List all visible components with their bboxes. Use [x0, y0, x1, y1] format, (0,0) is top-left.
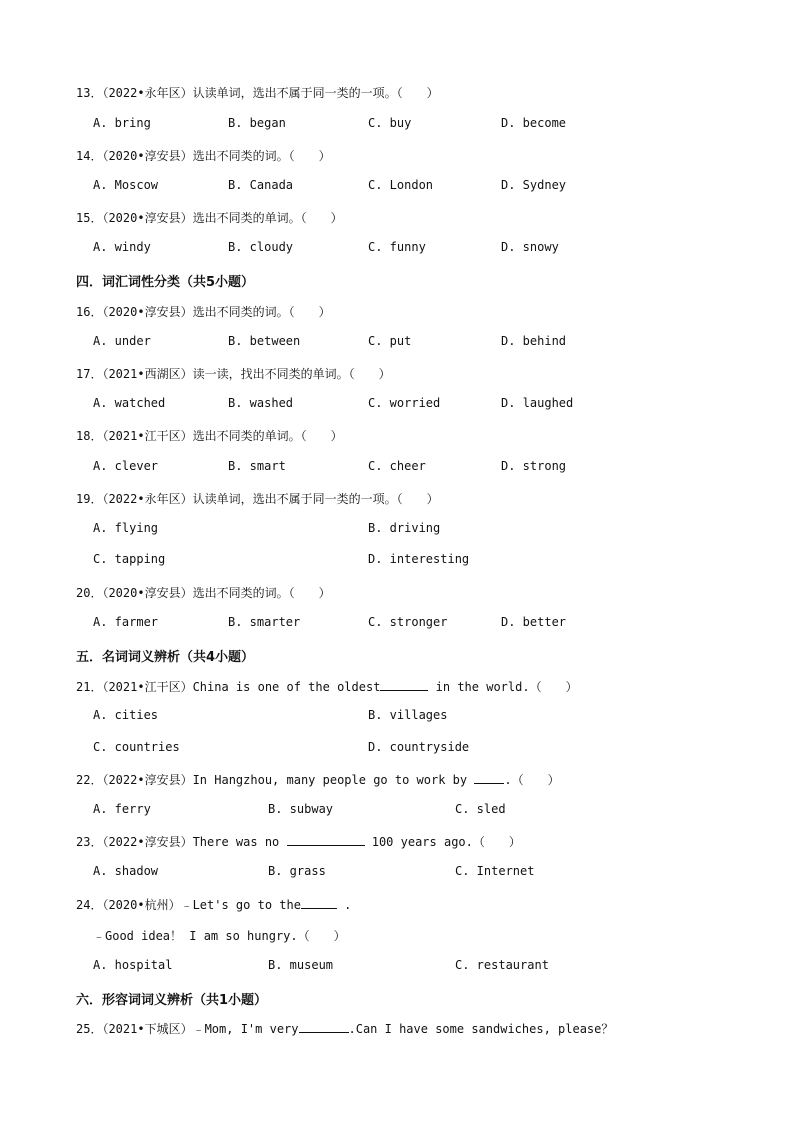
question-18-option-a[interactable]: A. clever: [93, 459, 159, 473]
question-21-stem-after-blank: in the world.（ ）: [428, 680, 578, 694]
question-15-option-c[interactable]: C. funny: [368, 240, 426, 254]
question-16-option-d[interactable]: D. behind: [501, 334, 567, 348]
question-21-stem-before-blank: 21．（2021•江干区）China is one of the oldest: [76, 680, 381, 694]
question-23-option-c[interactable]: C. Internet: [455, 864, 535, 878]
question-13-option-d[interactable]: D. become: [501, 116, 567, 130]
question-13-option-c[interactable]: C. buy: [368, 116, 412, 130]
question-18-option-d[interactable]: D. strong: [501, 459, 567, 473]
question-25-stem: [76, 1020, 613, 1037]
question-22-stem-before-blank: 22．（2022•淳安县）In Hangzhou, many people go to work by: [76, 773, 475, 787]
question-23-option-a[interactable]: A. shadow: [93, 864, 159, 878]
question-13-option-b[interactable]: B. began: [228, 116, 286, 130]
question-22-stem: [76, 771, 560, 788]
question-20-option-a[interactable]: A. farmer: [93, 615, 159, 629]
question-18-option-c[interactable]: C. cheer: [368, 459, 426, 473]
question-21-stem: [76, 678, 578, 695]
question-24-option-c[interactable]: C. restaurant: [455, 958, 549, 972]
answer-blank[interactable]: [299, 1021, 349, 1033]
question-19-option-c[interactable]: C. tapping: [93, 552, 166, 566]
question-20-option-b[interactable]: B. smarter: [228, 615, 301, 629]
answer-blank[interactable]: [287, 834, 365, 846]
question-18-option-b[interactable]: B. smart: [228, 459, 286, 473]
question-19-option-d[interactable]: D. interesting: [368, 552, 470, 566]
question-23-stem-after-blank: 100 years ago.（ ）: [364, 835, 521, 849]
answer-blank[interactable]: [301, 897, 337, 909]
question-13-option-a[interactable]: A. bring: [93, 116, 151, 130]
question-21-option-b[interactable]: B. villages: [368, 708, 448, 722]
question-14-stem: 14．（2020•淳安县）选出不同类的词。（ ）: [76, 149, 331, 163]
question-16-stem: 16．（2020•淳安县）选出不同类的词。（ ）: [76, 305, 331, 319]
question-14-option-c[interactable]: C. London: [368, 178, 434, 192]
answer-blank[interactable]: [474, 772, 504, 784]
question-22-option-a[interactable]: A. ferry: [93, 802, 151, 816]
question-23-stem: [76, 833, 521, 850]
question-18-stem: 18．（2021•江干区）选出不同类的单词。（ ）: [76, 429, 343, 443]
question-14-option-b[interactable]: B. Canada: [228, 178, 294, 192]
question-24-stem-before-blank: 24．（2020•杭州）﹣Let's go to the: [76, 898, 301, 912]
question-22-stem-after-blank: .（ ）: [504, 773, 560, 787]
question-24-dialogue-line: ﹣Good idea！ I am so hungry.（ ）: [93, 929, 346, 943]
question-24-option-a[interactable]: A. hospital: [93, 958, 173, 972]
question-15-option-d[interactable]: D. snowy: [501, 240, 559, 254]
question-24-option-b[interactable]: B. museum: [268, 958, 334, 972]
section-4-heading: 四．词汇词性分类（共5小题）: [76, 275, 255, 290]
question-15-stem: 15．（2020•淳安县）选出不同类的单词。（ ）: [76, 211, 343, 225]
question-17-option-a[interactable]: A. watched: [93, 396, 166, 410]
question-13-stem: 13．（2022•永年区）认读单词，选出不属于同一类的一项。（ ）: [76, 86, 439, 100]
question-22-option-b[interactable]: B. subway: [268, 802, 334, 816]
question-19-option-b[interactable]: B. driving: [368, 521, 441, 535]
question-17-option-d[interactable]: D. laughed: [501, 396, 574, 410]
answer-blank[interactable]: [380, 679, 428, 691]
question-23-stem-before-blank: 23．（2022•淳安县）There was no: [76, 835, 287, 849]
question-24-stem-after-blank: .: [336, 898, 352, 912]
question-15-option-a[interactable]: A. windy: [93, 240, 151, 254]
section-6-heading: 六．形容词词义辨析（共1小题）: [76, 993, 268, 1008]
question-22-option-c[interactable]: C. sled: [455, 802, 506, 816]
question-19-option-a[interactable]: A. flying: [93, 521, 159, 535]
question-17-option-b[interactable]: B. washed: [228, 396, 294, 410]
question-25-stem-after-blank: .Can I have some sandwiches, please？: [348, 1022, 614, 1036]
question-17-stem: 17．（2021•西湖区）读一读，找出不同类的单词。（ ）: [76, 367, 391, 381]
question-23-option-b[interactable]: B. grass: [268, 864, 326, 878]
question-21-option-a[interactable]: A. cities: [93, 708, 159, 722]
question-24-stem: [76, 896, 351, 913]
question-20-option-c[interactable]: C. stronger: [368, 615, 448, 629]
question-15-option-b[interactable]: B. cloudy: [228, 240, 294, 254]
question-25-stem-before-blank: 25．（2021•下城区）﹣Mom, I'm very: [76, 1022, 299, 1036]
question-14-option-a[interactable]: A. Moscow: [93, 178, 159, 192]
question-21-option-c[interactable]: C. countries: [93, 740, 180, 754]
question-21-option-d[interactable]: D. countryside: [368, 740, 470, 754]
section-5-heading: 五．名词词义辨析（共4小题）: [76, 650, 255, 665]
question-16-option-c[interactable]: C. put: [368, 334, 412, 348]
question-14-option-d[interactable]: D. Sydney: [501, 178, 567, 192]
question-20-option-d[interactable]: D. better: [501, 615, 567, 629]
question-17-option-c[interactable]: C. worried: [368, 396, 441, 410]
question-19-stem: 19．（2022•永年区）认读单词，选出不属于同一类的一项。（ ）: [76, 492, 439, 506]
question-20-stem: 20．（2020•淳安县）选出不同类的词。（ ）: [76, 586, 331, 600]
question-16-option-a[interactable]: A. under: [93, 334, 151, 348]
question-16-option-b[interactable]: B. between: [228, 334, 301, 348]
